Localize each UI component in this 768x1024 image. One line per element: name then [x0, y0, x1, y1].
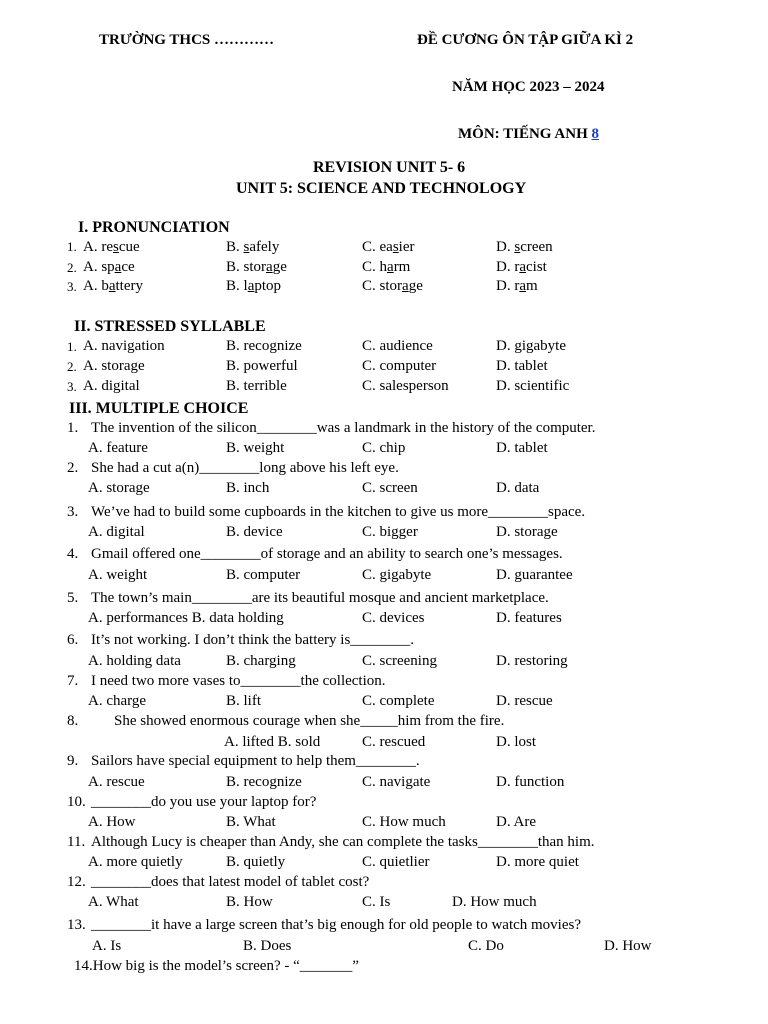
option-d: D. lost: [496, 734, 537, 750]
option-c: C. How much: [362, 814, 446, 830]
question-number: 5.: [67, 590, 79, 606]
multiple-choice-heading: III. MULTIPLE CHOICE: [69, 400, 249, 417]
option-d: D. more quiet: [496, 854, 579, 870]
question-number: 1.: [67, 339, 77, 354]
question-number: 8.: [67, 713, 79, 729]
question-number: 1.: [67, 420, 79, 436]
question-text: She had a cut a(n)________long above his left eye.: [91, 460, 399, 476]
subject-line: [458, 127, 599, 142]
option-d: D. data: [496, 480, 540, 496]
option-b: B. charging: [226, 653, 296, 669]
question-number: 11.: [67, 834, 86, 850]
option-c: C. navigate: [362, 774, 431, 790]
question-text: It’s not working. I don’t think the battery is________.: [91, 632, 415, 648]
option-b: B. safely: [226, 239, 280, 255]
option-b: B. lift: [226, 693, 262, 709]
option-b: B. terrible: [226, 378, 287, 394]
question-text: ________it have a large screen that’s big enough for old people to watch movies?: [91, 917, 582, 933]
option-d: D. features: [496, 610, 562, 626]
option-b: B. recognize: [226, 338, 302, 354]
option-a: A. digital: [83, 378, 140, 394]
option-d: D. racist: [496, 259, 547, 275]
option-c: C. storage: [362, 278, 423, 294]
question-text: We’ve had to build some cupboards in the kitchen to give us more________space.: [91, 504, 586, 520]
option-c: C. easier: [362, 239, 415, 255]
question-text: ________do you use your laptop for?: [91, 794, 317, 810]
question-number: 3.: [67, 504, 79, 520]
question-text: The invention of the silicon________was a landmark in the history of the computer.: [91, 420, 596, 436]
option-c: C. devices: [362, 610, 425, 626]
subject-prefix: MÔN: TIẾNG ANH: [458, 126, 592, 142]
option-a: A. What: [88, 894, 139, 910]
option-a: A. digital: [88, 524, 145, 540]
document-title: ĐỀ CƯƠNG ÔN TẬP GIỮA KÌ 2: [417, 32, 634, 48]
option-b: B. weight: [226, 440, 285, 456]
option-d: D. tablet: [496, 358, 548, 374]
question-number: 10.: [67, 794, 86, 810]
pronunciation-heading: I. PRONUNCIATION: [78, 219, 230, 236]
question-text: The town’s main________are its beautiful mosque and ancient marketplace.: [91, 590, 549, 606]
question-number: 2.: [67, 260, 77, 275]
question-number: 13.: [67, 917, 86, 933]
option-d: D. screen: [496, 239, 553, 255]
option-d: D. How much: [452, 894, 537, 910]
option-a: A. navigation: [83, 338, 165, 354]
question-number: 9.: [67, 753, 79, 769]
option-ab: A. lifted B. sold: [224, 734, 321, 750]
revision-title: REVISION UNIT 5- 6: [313, 159, 466, 176]
option-d: D. guarantee: [496, 567, 573, 583]
option-a: A. storage: [88, 480, 150, 496]
question-text: She showed enormous courage when she_____him from the fire.: [114, 713, 505, 729]
option-b: B. What: [226, 814, 276, 830]
unit-title: UNIT 5: SCIENCE AND TECHNOLOGY: [236, 180, 527, 197]
option-d: D. tablet: [496, 440, 548, 456]
option-d: D. scientific: [496, 378, 570, 394]
question-number: 1.: [67, 239, 77, 254]
option-a: A. charge: [88, 693, 147, 709]
stress-heading: II. STRESSED SYLLABLE: [74, 318, 266, 335]
option-a: A. space: [83, 259, 135, 275]
option-b: B. recognize: [226, 774, 302, 790]
option-c: C. screening: [362, 653, 437, 669]
question-text: Sailors have special equipment to help them________.: [91, 753, 420, 769]
option-a: A. battery: [83, 278, 144, 294]
option-ab: A. performances B. data holding: [88, 610, 284, 626]
option-b: B. storage: [226, 259, 287, 275]
question-number: 6.: [67, 632, 79, 648]
option-d: D. ram: [496, 278, 538, 294]
option-a: A. storage: [83, 358, 145, 374]
option-a: A. weight: [88, 567, 148, 583]
option-b: B. inch: [226, 480, 270, 496]
question-number: 4.: [67, 546, 79, 562]
option-c: C. chip: [362, 440, 406, 456]
option-c: C. complete: [362, 693, 435, 709]
question-text: I need two more vases to________the collection.: [91, 673, 386, 689]
school-name: TRƯỜNG THCS …………: [99, 32, 275, 48]
option-d: D. Are: [496, 814, 536, 830]
school-year: NĂM HỌC 2023 – 2024: [452, 79, 605, 95]
option-c: C. screen: [362, 480, 418, 496]
question-text: Gmail offered one________of storage and an ability to search one’s messages.: [91, 546, 563, 562]
question-number: 3.: [67, 379, 77, 394]
option-d: D. function: [496, 774, 565, 790]
option-a: A. rescue: [88, 774, 145, 790]
option-d: D. rescue: [496, 693, 553, 709]
grade-link[interactable]: 8: [591, 126, 599, 142]
question-text: Although Lucy is cheaper than Andy, she can complete the tasks________than him.: [91, 834, 595, 850]
option-b: B. Does: [243, 938, 292, 954]
option-a: A. feature: [88, 440, 148, 456]
question-text: ________does that latest model of tablet cost?: [91, 874, 370, 890]
option-d: D. gigabyte: [496, 338, 566, 354]
option-c: C. harm: [362, 259, 411, 275]
option-b: B. powerful: [226, 358, 298, 374]
question-number: 12.: [67, 874, 86, 890]
option-a: A. rescue: [83, 239, 140, 255]
option-b: B. laptop: [226, 278, 282, 294]
option-d: D. restoring: [496, 653, 568, 669]
option-c: C. computer: [362, 358, 437, 374]
option-d: D. How: [604, 938, 652, 954]
question-text: 14.How big is the model’s screen? - “_______”: [74, 958, 359, 974]
question-number: 2.: [67, 359, 77, 374]
option-c: C. rescued: [362, 734, 426, 750]
option-b: B. quietly: [226, 854, 286, 870]
option-a: A. more quietly: [88, 854, 183, 870]
option-a: A. Is: [92, 938, 122, 954]
option-c: C. Do: [468, 938, 504, 954]
option-c: C. audience: [362, 338, 433, 354]
option-c: C. bigger: [362, 524, 418, 540]
question-number: 7.: [67, 673, 79, 689]
option-c: C. quietlier: [362, 854, 430, 870]
question-number: 2.: [67, 460, 79, 476]
option-b: B. computer: [226, 567, 301, 583]
option-c: C. gigabyte: [362, 567, 432, 583]
option-b: B. How: [226, 894, 273, 910]
question-number: 3.: [67, 279, 77, 294]
option-a: A. How: [88, 814, 136, 830]
option-a: A. holding data: [88, 653, 181, 669]
option-c: C. Is: [362, 894, 391, 910]
option-b: B. device: [226, 524, 283, 540]
option-c: C. salesperson: [362, 378, 449, 394]
option-d: D. storage: [496, 524, 558, 540]
